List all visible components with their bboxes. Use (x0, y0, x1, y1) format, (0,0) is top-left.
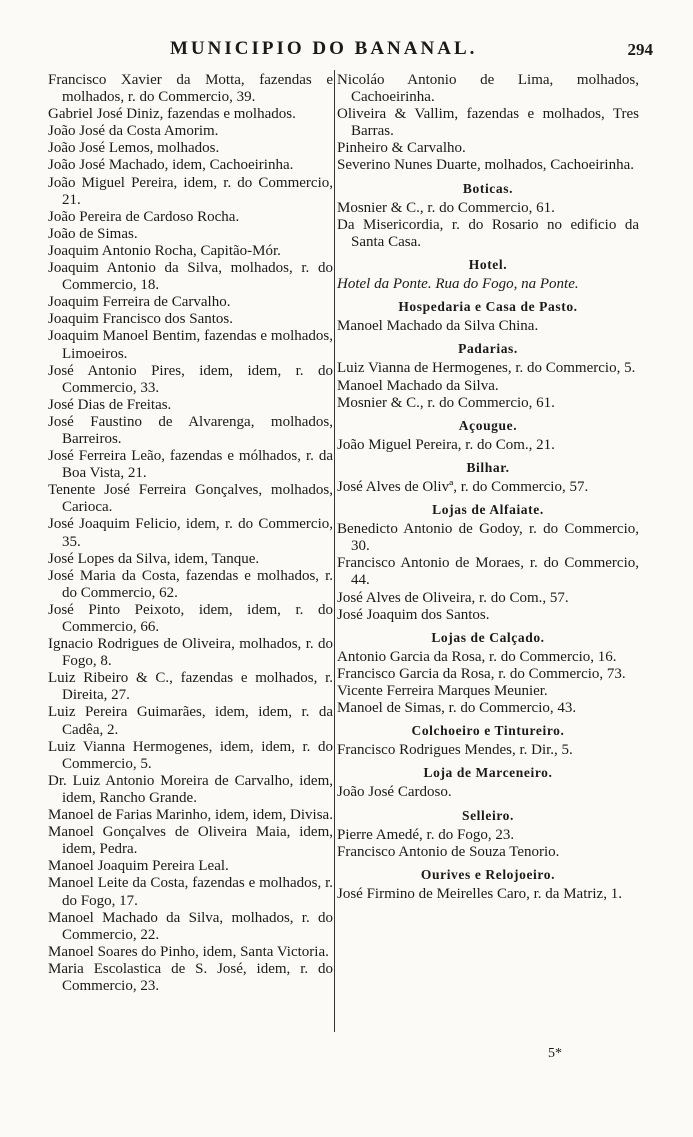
directory-entry: José Joaquim Felicio, idem, r. do Commercio, 35. (48, 516, 333, 550)
directory-entry: José Alves de Oliveira, r. do Com., 57. (337, 589, 569, 606)
section-heading: Selleiro. (461, 807, 515, 823)
directory-entry: João Miguel Pereira, idem, r. do Commercio, 21. (48, 174, 333, 208)
directory-entry: Pierre Amedé, r. do Fogo, 23. (337, 826, 515, 843)
directory-entry: Manoel Leite da Costa, fazendas e molhados, r. do Fogo, 17. (48, 875, 333, 909)
section-heading: Boticas. (462, 180, 514, 196)
directory-entry: José Joaquim dos Santos. (337, 606, 490, 623)
section-heading: Colchoeiro e Tintureiro. (411, 723, 565, 739)
directory-entry: Ignacio Rodrigues de Oliveira, molhados, r. do Fogo, 8. (48, 636, 333, 670)
directory-entry: Luiz Vianna de Hermogenes, r. do Commercio, 5. (337, 360, 636, 377)
directory-entry: José Maria da Costa, fazendas e molhados, r. do Commercio, 62. (48, 567, 333, 601)
signature-mark: 5* (548, 1046, 562, 1061)
directory-entry: Francisco Antonio de Souza Tenorio. (337, 843, 560, 860)
directory-entry: Manoel Soares do Pinho, idem, Santa Victoria. (48, 943, 329, 960)
directory-entry: Manoel Machado da Silva. (337, 377, 499, 394)
directory-entry: Luiz Ribeiro & C., fazendas e molhados, r. Direita, 27. (48, 670, 333, 704)
directory-entry: Gabriel José Diniz, fazendas e molhados. (48, 106, 296, 123)
directory-entry: José Firmino de Meirelles Caro, r. da Matriz, 1. (337, 885, 622, 902)
directory-entry: Severino Nunes Duarte, molhados, Cachoeirinha. (337, 157, 635, 174)
directory-entry: Francisco Antonio de Moraes, r. do Commercio, 44. (337, 555, 639, 589)
directory-entry: José Antonio Pires, idem, idem, r. do Commercio, 33. (48, 362, 333, 396)
directory-entry: João José da Costa Amorim. (48, 123, 219, 140)
section-heading: Açougue. (458, 417, 518, 433)
directory-entry: Luiz Pereira Guimarães, idem, idem, r. da Cadêa, 2. (48, 704, 333, 738)
directory-entry: Joaquim Antonio Rocha, Capitão-Mór. (48, 242, 281, 259)
directory-entry: Dr. Luiz Antonio Moreira de Carvalho, idem, idem, Rancho Grande. (48, 772, 333, 806)
section-heading: Lojas de Alfaiate. (432, 502, 544, 518)
directory-entry: Vicente Ferreira Marques Meunier. (337, 683, 548, 699)
section-heading: Ourives e Relojoeiro. (420, 866, 556, 882)
page-header (0, 38, 693, 68)
directory-entry: Manoel de Simas, r. do Commercio, 43. (337, 700, 577, 717)
directory-entry: Manoel de Farias Marinho, idem, idem, Divisa. (48, 807, 333, 824)
directory-entry: Nicoláo Antonio de Lima, molhados, Cachoeirinha. (337, 72, 639, 106)
directory-entry: Manoel Machado da Silva China. (337, 318, 539, 335)
directory-entry: Joaquim Manoel Bentim, fazendas e molhados, Limoeiros. (48, 328, 333, 362)
directory-entry: José Ferreira Leão, fazendas e mólhados, r. da Boa Vista, 21. (48, 448, 333, 482)
column-divider (334, 70, 335, 1032)
directory-entry: José Pinto Peixoto, idem, idem, r. do Commercio, 66. (48, 601, 333, 635)
directory-entry: Manoel Joaquim Pereira Leal. (48, 858, 229, 875)
directory-entry: Benedicto Antonio de Godoy, r. do Commercio, 30. (337, 521, 639, 555)
directory-entry: José Faustino de Alvarenga, molhados, Barreiros. (48, 413, 333, 447)
page-number: 294 (627, 40, 653, 59)
directory-entry: Manoel Machado da Silva, molhados, r. do Commercio, 22. (48, 909, 333, 943)
directory-entry: João José Cardoso. (337, 784, 452, 801)
directory-entry: Luiz Vianna Hermogenes, idem, idem, r. do Commercio, 5. (48, 738, 333, 772)
directory-entry: Oliveira & Vallim, fazendas e molhados, Tres Barras. (337, 106, 639, 140)
section-heading: Lojas de Calçado. (431, 629, 545, 645)
directory-entry: Joaquim Ferreira de Carvalho. (48, 294, 231, 311)
directory-entry: João Miguel Pereira, r. do Com., 21. (337, 436, 555, 453)
section-heading: Hospedaria e Casa de Pasto. (398, 299, 578, 315)
section-heading: Bilhar. (466, 459, 510, 475)
directory-entry: Joaquim Francisco dos Santos. (48, 311, 233, 328)
directory-entry: Mosnier & C., r. do Commercio, 61. (337, 199, 555, 216)
left-column (48, 72, 333, 995)
directory-entry: Francisco Xavier da Motta, fazendas e molhados, r. do Commercio, 39. (48, 72, 333, 106)
directory-entry: João José Lemos, molhados. (48, 140, 220, 157)
section-heading: Padarias. (458, 341, 518, 357)
directory-entry: Francisco Garcia da Rosa, r. do Commercio, 73. (337, 665, 626, 682)
section-heading: Loja de Marceneiro. (423, 765, 553, 781)
directory-entry: José Alves de Olivª, r. do Commercio, 57. (337, 478, 589, 495)
directory-entry: Antonio Garcia da Rosa, r. do Commercio, 16. (337, 648, 617, 665)
directory-entry: Joaquim Antonio da Silva, molhados, r. do Commercio, 18. (48, 260, 333, 294)
directory-entry: José Dias de Freitas. (48, 396, 172, 413)
section-heading: Hotel. (468, 256, 508, 272)
page-title: MUNICIPIO DO BANANAL. (170, 38, 478, 59)
directory-entry: Pinheiro & Carvalho. (337, 140, 466, 157)
directory-entry: Francisco Rodrigues Mendes, r. Dir., 5. (337, 742, 573, 759)
directory-entry: Da Misericordia, r. do Rosario no edificio da Santa Casa. (337, 216, 639, 250)
directory-entry: Manoel Gonçalves de Oliveira Maia, idem, idem, Pedra. (48, 824, 333, 858)
directory-entry: Mosnier & C., r. do Commercio, 61. (337, 394, 555, 411)
directory-entry: João Pereira de Cardoso Rocha. (48, 208, 240, 225)
directory-entry: Hotel da Ponte. Rua do Fogo, na Ponte. (337, 276, 579, 293)
directory-entry: João de Simas. (48, 225, 138, 242)
right-column (337, 72, 639, 903)
directory-entry: José Lopes da Silva, idem, Tanque. (48, 550, 260, 567)
directory-entry: Maria Escolastica de S. José, idem, r. do Commercio, 23. (48, 960, 333, 994)
directory-entry: Tenente José Ferreira Gonçalves, molhados, Carioca. (48, 482, 333, 516)
directory-entry: João José Machado, idem, Cachoeirinha. (48, 157, 294, 174)
